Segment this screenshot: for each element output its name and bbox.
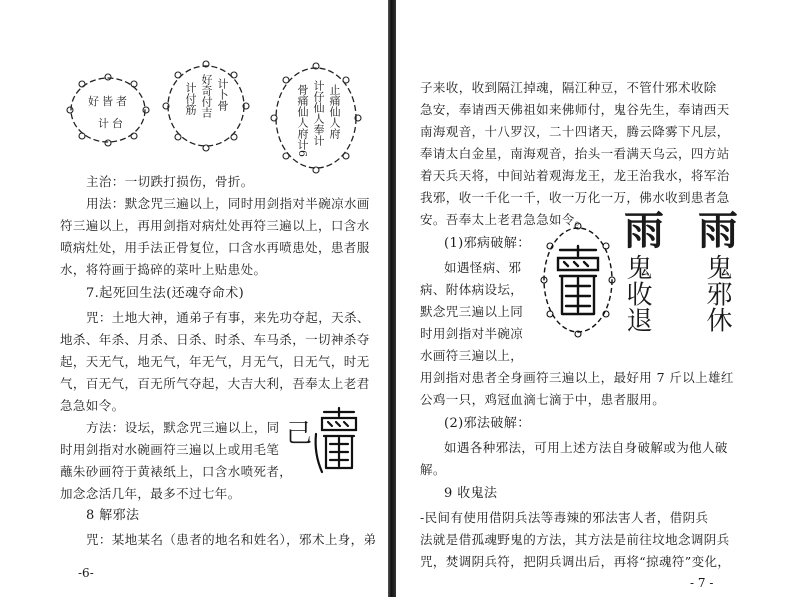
seal-1-char: 皆 (102, 95, 114, 108)
seal-3-column: 止痛仙人府 (328, 84, 341, 139)
text-line: 南海观音，十八罗汉，二十四诸天，腾云降雾下凡层， (420, 124, 730, 139)
seal-2 (160, 58, 252, 154)
section-heading-8: 8 解邪法 (86, 508, 140, 523)
subsection-heading-1: (1)邪病破解： (444, 236, 531, 251)
text-line: 我邪，收一千化一千，收一万化一万，佛水收到患者急 (420, 190, 730, 205)
text-line: 喷病灶处，用手法正骨复位，口含水再喷患处，患者服 (60, 240, 370, 255)
talisman-glyph-icon (284, 404, 370, 476)
text-line: 主治：一切跌打损伤，骨折。 (86, 174, 254, 189)
text-line: 子来收，收到隔江掉魂，隔江种豆，不管什邪术收除 (420, 80, 717, 95)
text-line: 地杀、年杀、月杀、日杀、时杀、车马杀，一切神杀夺 (60, 332, 370, 347)
seal-2-column: 计卜骨 (216, 78, 229, 111)
text-line: 咒：某地某名（患者的地名和姓名），邪术上身，弟 (86, 532, 377, 547)
seal-3-column: 骨痛仙人府计6 (296, 84, 309, 157)
text-line: 奉请太白金星，南海观音，抬头一看满天乌云，四方站 (420, 146, 730, 161)
subsection-heading-2: (2)邪法破解： (444, 416, 531, 431)
text-line: 起，天无气，地无气，年无气，月无气，日无气，时无 (60, 354, 370, 369)
text-line: 水，将符画于捣碎的菜叶上贴患处。 (60, 262, 267, 277)
left-page (0, 0, 392, 597)
page-number: -6- (78, 566, 94, 580)
seal-2-column: 计付筋 (184, 82, 197, 115)
talisman-body-glyph: 鬼邪休 (702, 254, 732, 334)
text-line: 水画符三遍以上， (420, 348, 524, 363)
right-page (400, 0, 793, 597)
text-line: 用剑指对患者全身画符三遍以上，最好用 7 斤以上雄红 (420, 370, 734, 385)
section-heading-7: 7.起死回生法(还魂夺命术) (86, 286, 245, 301)
page-number: - 7 - (690, 576, 714, 590)
talisman-body-glyph: 鬼收退 (622, 254, 652, 334)
text-line: 安。吾奉太上老君急急如令。 (420, 212, 588, 227)
text-line: 解。 (420, 462, 446, 477)
text-line: 气，百无气，百无所气夺起，大吉大利，吾奉太上老君 (60, 376, 370, 391)
seal-1-char: 台 (112, 117, 124, 130)
text-line: 如遇怪病、邪 (444, 260, 522, 275)
text-line: -民间有使用借阴兵法等毒辣的邪法害人者，借阴兵 (420, 510, 709, 525)
seal-1-char: 计 (98, 117, 110, 130)
seal-1 (64, 70, 152, 150)
text-line: 病、附体病设坛， (420, 282, 524, 297)
text-line: 急急如令。 (60, 398, 125, 413)
text-line: 蘸朱砂画符于黄裱纸上，口含水喷死者， (60, 464, 293, 479)
seal-3 (268, 60, 364, 176)
text-line: 加念念活几年，最多不过七年。 (60, 486, 241, 501)
section-heading-9: 9 收鬼法 (444, 486, 498, 501)
talisman-rain-glyph: 雨 (624, 207, 665, 254)
text-line: 符三遍以上，再用剑指对病灶处再符三遍以上，口含水 (60, 218, 370, 233)
text-line: 公鸡一只，鸡冠血滴七滴于中，患者服用。 (420, 392, 666, 407)
text-line: 如遇各种邪法，可用上述方法自身破解或为他人破 (444, 440, 728, 455)
seal-3-column: 计仔仙人奉计 (312, 80, 325, 146)
text-line: 着天兵天将，中间站着观海龙王，龙王治我水，将军治 (420, 168, 730, 183)
talisman-right-group (538, 206, 776, 342)
text-line: 方法：设坛，默念咒三遍以上，同 (86, 420, 280, 435)
seal-1-char: 者 (116, 95, 128, 108)
text-line: 法就是借孤魂野鬼的方法，其方法是前往坟地念调阴兵 (420, 532, 730, 547)
seal-1-char: 好 (88, 95, 100, 108)
text-line: 时用剑指对水碗画符三遍以上或用毛笔 (60, 442, 280, 457)
talisman-prefix: 己 (286, 419, 313, 449)
text-line: 用法：默念咒三遍以上，同时用剑指对半碗凉水画 (86, 196, 370, 211)
text-line: 咒：土地大神，通弟子有事，来先功夺起，天杀、 (86, 310, 370, 325)
text-line: 默念咒三遍以上同 (420, 304, 524, 319)
text-line: 时用剑指对半碗凉 (420, 326, 524, 341)
seal-1-scallop-icon (64, 70, 152, 150)
talisman-rain-glyph: 雨 (698, 207, 739, 254)
talisman-left (284, 404, 370, 476)
text-line: 咒，焚调阴兵符，把阴兵调出后，再将“掠魂符”变化， (420, 554, 731, 569)
seal-2-column: 好奇付吉 (200, 74, 213, 118)
text-line: 急安，奉请西天佛祖如来佛师付，鬼谷先生，奉请西天 (420, 102, 730, 117)
